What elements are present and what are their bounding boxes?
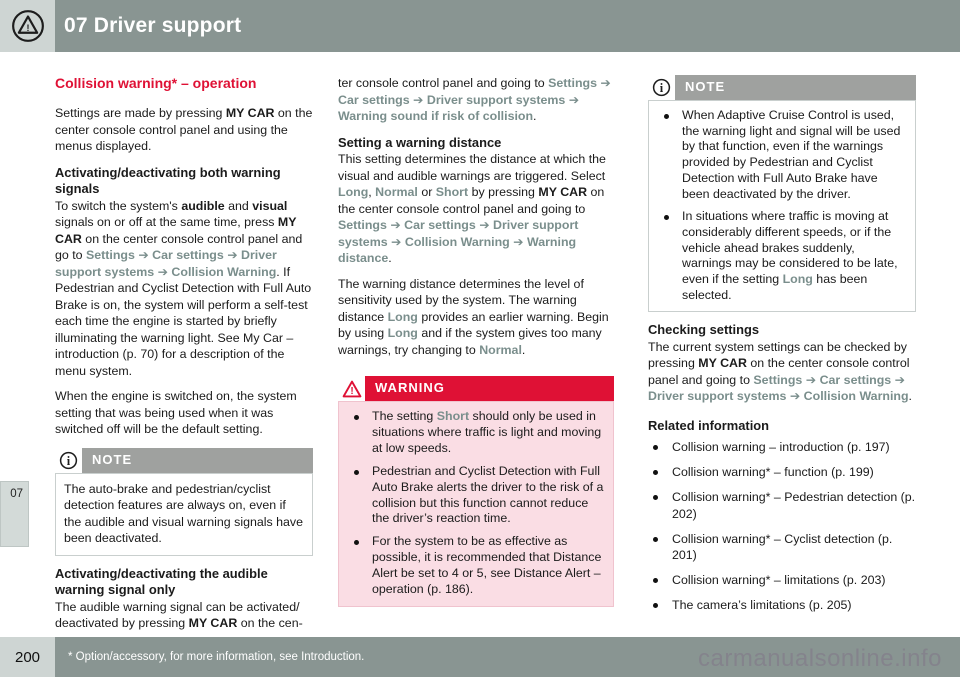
footer-bar [55, 637, 960, 677]
note-box [55, 448, 313, 556]
note-box-body [648, 100, 916, 312]
svg-text:i: i [66, 453, 71, 468]
related-link[interactable]: Collision warning* – function (p. 199) [648, 464, 916, 481]
related-links-list [648, 439, 916, 614]
info-icon [55, 448, 82, 473]
svg-text:!: ! [349, 385, 354, 397]
list-item: When Adaptive Cruise Control is used, the warning light and signal will be used by that function, even if the warnings provided by Pedestrian and Cyclist Detection with Full Auto Brake have been deactivated by the driver. [657, 108, 907, 202]
warning-box-title: WARNING [365, 376, 614, 401]
info-icon [648, 75, 675, 100]
column-1 [55, 75, 313, 641]
paragraph: The current system settings can be checked by pressing MY CAR on the center console control panel and going to Settings ➔ Car settings ➔ Driver support systems ➔ Collision Warning. [648, 339, 912, 404]
svg-text:i: i [659, 80, 664, 95]
related-link[interactable]: Collision warning* – limitations (p. 203) [648, 572, 916, 589]
paragraph: Settings are made by pressing MY CAR on the center console control panel and using the menus displayed. [55, 106, 313, 153]
chapter-side-tab: 07 [0, 481, 29, 547]
subheading-checking-settings: Checking settings [648, 322, 760, 338]
note-box-header [55, 448, 313, 473]
list-item: For the system to be as effective as possible, it is recommended that Distance Alert be set to 4 or 5, see Distance Alert – operation (p. 186). [347, 534, 605, 598]
paragraph: The audible warning signal can be activated/ deactivated by pressing MY CAR on the cen- [55, 599, 303, 630]
paragraph: When the engine is switched on, the system setting that was being used when it was switched off will be the default setting. [55, 389, 297, 436]
chapter-header-bar [0, 0, 960, 52]
paragraph: To switch the system's audible and visual signals on or off at the same time, press MY CAR on the center console control panel and go to Settings ➔ Car settings ➔ Driver support systems ➔ Collision Warning. If Pedestrian and Cyclist Detection with Full Auto Brake is on, the system will perform a self-test each time the engine is started by briefly illuminating the warning light. See My Car – introduction (p. 70) for a description of the menu system. [55, 198, 312, 378]
subheading-related-information: Related information [648, 417, 770, 433]
column-3 [648, 75, 916, 622]
paragraph: The warning distance determines the level of sensitivity used by the system. The warning distance Long provides an earlier warning. Begin by using Long and if the system gives too many warnings, try changing to Normal. [338, 276, 609, 357]
footnote-option-accessory: * Option/accessory, for more information, see Introduction. [68, 651, 365, 663]
warning-triangle-icon [338, 376, 365, 401]
related-link[interactable]: Collision warning – introduction (p. 197) [648, 439, 916, 456]
paragraph: This setting determines the distance at which the visual and audible warnings are triggered. Select Long, Normal or Short by pressing MY CAR on the center console control panel and going to Settings ➔ Car settings ➔ Driver support systems ➔ Collision Warning ➔ Warning distance. [338, 152, 606, 265]
paragraph: ter console control panel and going to Settings ➔ Car settings ➔ Driver support systems ➔ Warning sound if risk of collision. [338, 76, 611, 123]
section-title: Collision warning* – operation [55, 75, 257, 91]
list-item: The setting Short should only be used in situations where traffic is light and moving at low speeds. [347, 409, 605, 457]
collision-warning-icon-glyph [10, 8, 46, 44]
svg-text:!: ! [26, 22, 30, 33]
watermark: carmanualsonline.info [698, 645, 942, 672]
note-text: The auto-brake and pedestrian/cyclist detection features are always on, even if the audible and visual warning signals have been deactivated. [64, 481, 304, 545]
subheading-activating-audible: Activating/deactivating the audible warning signal only [55, 565, 268, 597]
subheading-activating-both: Activating/deactivating both warning signals [55, 164, 281, 196]
related-link[interactable]: Collision warning* – Cyclist detection (p. 201) [648, 531, 916, 564]
list-item: In situations where traffic is moving at considerably different speeds, or if the vehicle ahead brakes suddenly, warnings may be considered to be late, even if the setting Long has been selected. [657, 209, 907, 303]
note-list [657, 108, 907, 303]
warning-list [347, 409, 605, 598]
page-number: 200 [0, 637, 55, 677]
note-box [648, 75, 916, 312]
related-link[interactable]: The camera’s limitations (p. 205) [648, 597, 916, 614]
collision-warning-icon [0, 0, 55, 52]
related-link[interactable]: Collision warning* – Pedestrian detection (p. 202) [648, 489, 916, 522]
page-footer [0, 637, 960, 677]
warning-box-body [338, 401, 614, 607]
subheading-warning-distance: Setting a warning distance [338, 134, 502, 150]
note-box-title: NOTE [675, 75, 916, 100]
note-box-title: NOTE [82, 448, 313, 473]
warning-box-header [338, 376, 614, 401]
column-2 [338, 75, 614, 615]
chapter-title: 07 Driver support [64, 14, 242, 37]
warning-box [338, 376, 614, 607]
note-box-header [648, 75, 916, 100]
note-box-body [55, 473, 313, 556]
list-item: Pedestrian and Cyclist Detection with Full Auto Brake alerts the driver to the risk of a collision but this function cannot reduce the driver’s reaction time. [347, 464, 605, 528]
